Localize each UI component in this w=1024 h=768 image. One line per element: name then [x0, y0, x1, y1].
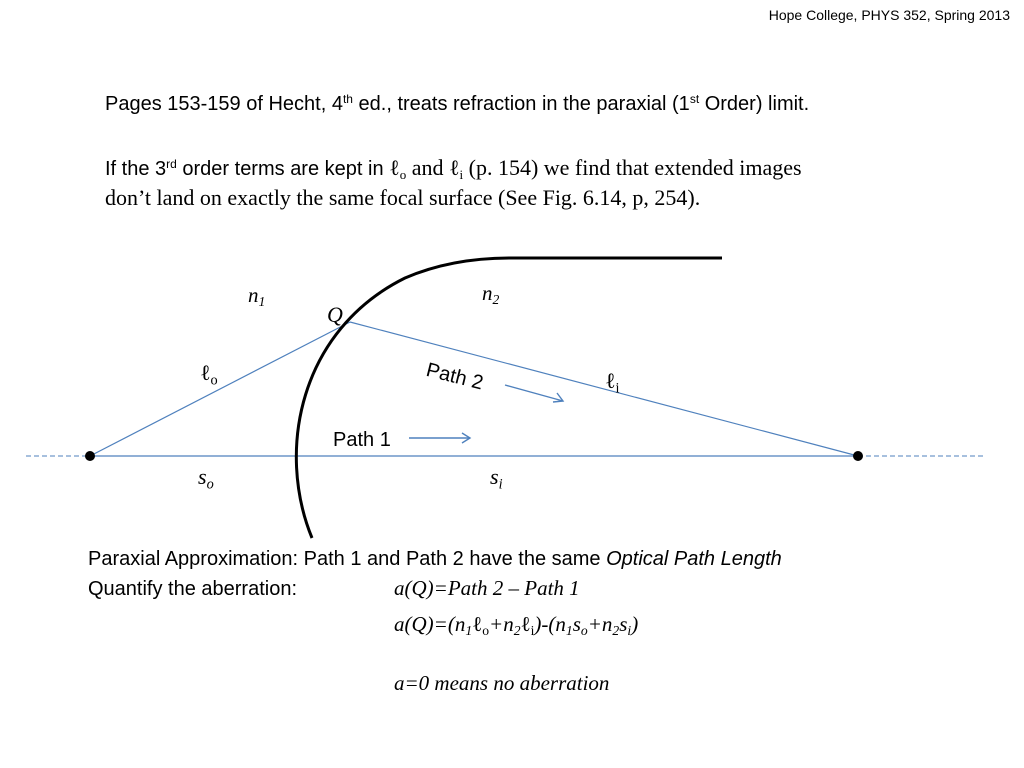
intro-text: and [406, 155, 449, 180]
subscript: i [459, 166, 464, 182]
intro-text: (p. 154) we find that extended images [463, 155, 802, 180]
eq-text: s [572, 612, 581, 636]
header-course-label: Hope College, PHYS 352, Spring 2013 [768, 7, 1010, 23]
eq-text: +n [489, 612, 514, 636]
intro-text: Pages 153-159 of Hecht, 4 [105, 93, 343, 115]
n1-label [248, 283, 266, 310]
point-q-label: Q [327, 302, 343, 327]
ell-symbol: ℓ [605, 368, 616, 393]
path-2-label: Path 2 [423, 359, 486, 395]
intro-text: If the 3 [105, 158, 167, 180]
ell-symbol: ℓ [520, 612, 531, 636]
equation-3: a=0 means no aberration [394, 671, 610, 695]
subscript: o [206, 476, 214, 493]
n-symbol: n [248, 283, 259, 307]
incident-ray [90, 322, 350, 456]
optical-path-length-term: Optical Path Length [606, 548, 782, 570]
subscript: o [580, 623, 588, 639]
subscript: i [615, 380, 620, 397]
path-1-label: Path 1 [333, 429, 391, 451]
ell-symbol: ℓ [472, 612, 483, 636]
intro-text: Order) limit. [699, 93, 810, 115]
path-2-arrowhead [553, 393, 563, 402]
subscript: 1 [258, 294, 266, 310]
refracting-surface [296, 258, 722, 538]
superscript: th [342, 91, 353, 106]
ell-symbol: ℓ [389, 155, 400, 180]
ell-symbol: ℓ [200, 360, 211, 385]
eq-text: +n [587, 612, 613, 636]
object-point [85, 451, 95, 461]
superscript: st [689, 91, 700, 106]
refracted-ray [350, 322, 858, 456]
subscript: i [530, 623, 535, 639]
ell-i-label [605, 368, 620, 397]
subscript: i [627, 623, 632, 639]
paraxial-text: Paraxial Approximation: Path 1 and Path 2 have the same [88, 548, 607, 570]
subscript: 1 [465, 623, 473, 639]
s-o-label [198, 464, 214, 493]
intro-text: ed., treats refraction in the paraxial (1 [352, 93, 690, 115]
image-point [853, 451, 863, 461]
equation-1: a(Q)=Path 2 – Path 1 [394, 576, 580, 600]
superscript: rd [166, 156, 177, 171]
subscript: 2 [492, 292, 500, 308]
subscript: i [498, 476, 503, 493]
eq-text: ) [631, 612, 639, 636]
subscript: 2 [513, 623, 521, 639]
n2-label [482, 281, 500, 308]
subscript: 2 [612, 623, 620, 639]
subscript: 1 [565, 623, 573, 639]
intro-text: order terms are kept in [176, 158, 390, 180]
subscript: o [482, 623, 490, 639]
quantify-label: Quantify the aberration: [88, 578, 298, 600]
s-symbol: s [490, 464, 499, 489]
ell-o-label [200, 360, 218, 389]
s-i-label [490, 464, 503, 493]
eq-text: )-(n [534, 612, 566, 636]
intro-line-3: don’t land on exactly the same focal surface (See Fig. 6.14, p, 254). [105, 185, 701, 210]
eq-text: a(Q)=(n [394, 612, 466, 636]
paraxial-statement [88, 548, 782, 571]
subscript: o [399, 166, 407, 182]
n-symbol: n [482, 281, 493, 305]
s-symbol: s [198, 464, 207, 489]
equation-2 [394, 612, 638, 637]
eq-text: s [619, 612, 628, 636]
ell-symbol: ℓ [448, 155, 460, 180]
path-2-arrow [505, 385, 563, 401]
subscript: o [210, 372, 218, 389]
